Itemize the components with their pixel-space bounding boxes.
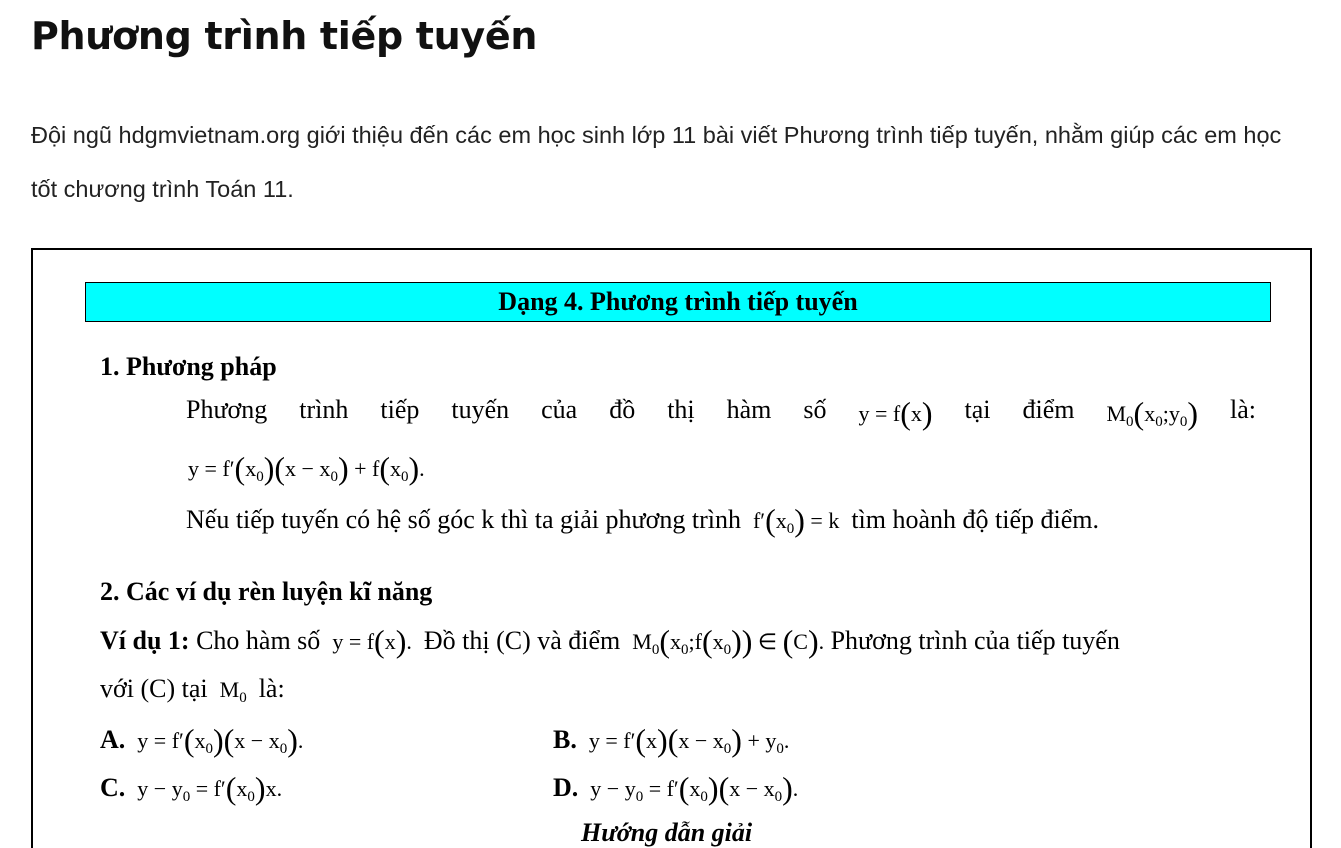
method-line-1 bbox=[186, 395, 1256, 432]
example-line-2 bbox=[100, 674, 285, 707]
word: số bbox=[803, 395, 827, 424]
method-line-3 bbox=[186, 502, 1099, 539]
example-text: Phương trình của tiếp tuyến bbox=[830, 626, 1120, 655]
example-line-1 bbox=[100, 623, 1120, 660]
method-line-2 bbox=[188, 450, 425, 487]
option-b: B. $y = f'(x)(x - x_0) + y_0$. bbox=[553, 722, 790, 758]
formula-tangent: $y = f'(x_0)(x - x_0) + f(x_0)$. bbox=[188, 450, 425, 486]
intro-paragraph: Đội ngũ hdgmvietnam.org giới thiệu đến các em học sinh lớp 11 bài viết Phương trình tiếp tuyến, nhằm giúp các em học tốt chương trình Toán 11. bbox=[31, 122, 1282, 202]
word: trình bbox=[299, 395, 349, 424]
word: Phương bbox=[186, 395, 268, 424]
example-text: với (C) tại bbox=[100, 674, 208, 703]
word: tiếp bbox=[380, 395, 420, 424]
option-d: D. $y - y_0 = f'(x_0)(x - x_0)$. bbox=[553, 770, 799, 806]
section-banner: Dạng 4. Phương trình tiếp tuyến bbox=[85, 282, 1271, 322]
example-label: Ví dụ 1: bbox=[100, 626, 190, 655]
rule-text: tìm hoành độ tiếp điểm. bbox=[851, 505, 1100, 534]
word: hàm bbox=[726, 395, 772, 424]
option-a-formula: $y = f'(x_0)(x - x_0)$. bbox=[131, 722, 304, 758]
formula-m0: $M_0$ bbox=[214, 677, 247, 706]
example-text: Cho hàm số bbox=[196, 626, 321, 655]
word: điểm bbox=[1022, 395, 1075, 424]
formula-point-m0: $M_0(x_0;y_0)$ bbox=[1106, 395, 1198, 431]
option-a: A. $y = f'(x_0)(x - x_0)$. bbox=[100, 722, 304, 758]
examples-heading: 2. Các ví dụ rèn luyện kĩ năng bbox=[100, 577, 433, 606]
example-text: là: bbox=[258, 674, 285, 703]
rule-text: Nếu tiếp tuyến có hệ số góc k thì ta giải phương trình bbox=[186, 505, 741, 534]
option-d-formula: $y - y_0 = f'(x_0)(x - x_0)$. bbox=[584, 770, 799, 806]
word: tại bbox=[964, 395, 991, 424]
formula-function: y = f(x). bbox=[326, 623, 418, 659]
word: là: bbox=[1229, 395, 1256, 424]
example-text: Đồ thị (C) và điểm bbox=[423, 626, 621, 655]
document-image bbox=[31, 248, 1312, 848]
page-title: Phương trình tiếp tuyến bbox=[31, 14, 538, 58]
formula-slope: $f'(x_0) = k$ bbox=[747, 502, 845, 538]
word: đồ bbox=[609, 395, 636, 424]
option-b-formula: $y = f'(x)(x - x_0) + y_0$. bbox=[583, 722, 790, 758]
formula-point: $M_0(x_0;f(x_0))$ ∈ (C). bbox=[626, 623, 825, 659]
solution-heading: Hướng dẫn giải bbox=[581, 818, 753, 847]
option-c: C. $y - y_0 = f'(x_0)x$. bbox=[100, 770, 283, 806]
option-c-formula: $y - y_0 = f'(x_0)x$. bbox=[131, 770, 283, 806]
formula-y-fx: y = f(x) bbox=[858, 395, 933, 431]
word: thị bbox=[667, 395, 695, 424]
word: của bbox=[541, 395, 578, 424]
word: tuyến bbox=[451, 395, 510, 424]
method-heading: 1. Phương pháp bbox=[100, 352, 277, 381]
